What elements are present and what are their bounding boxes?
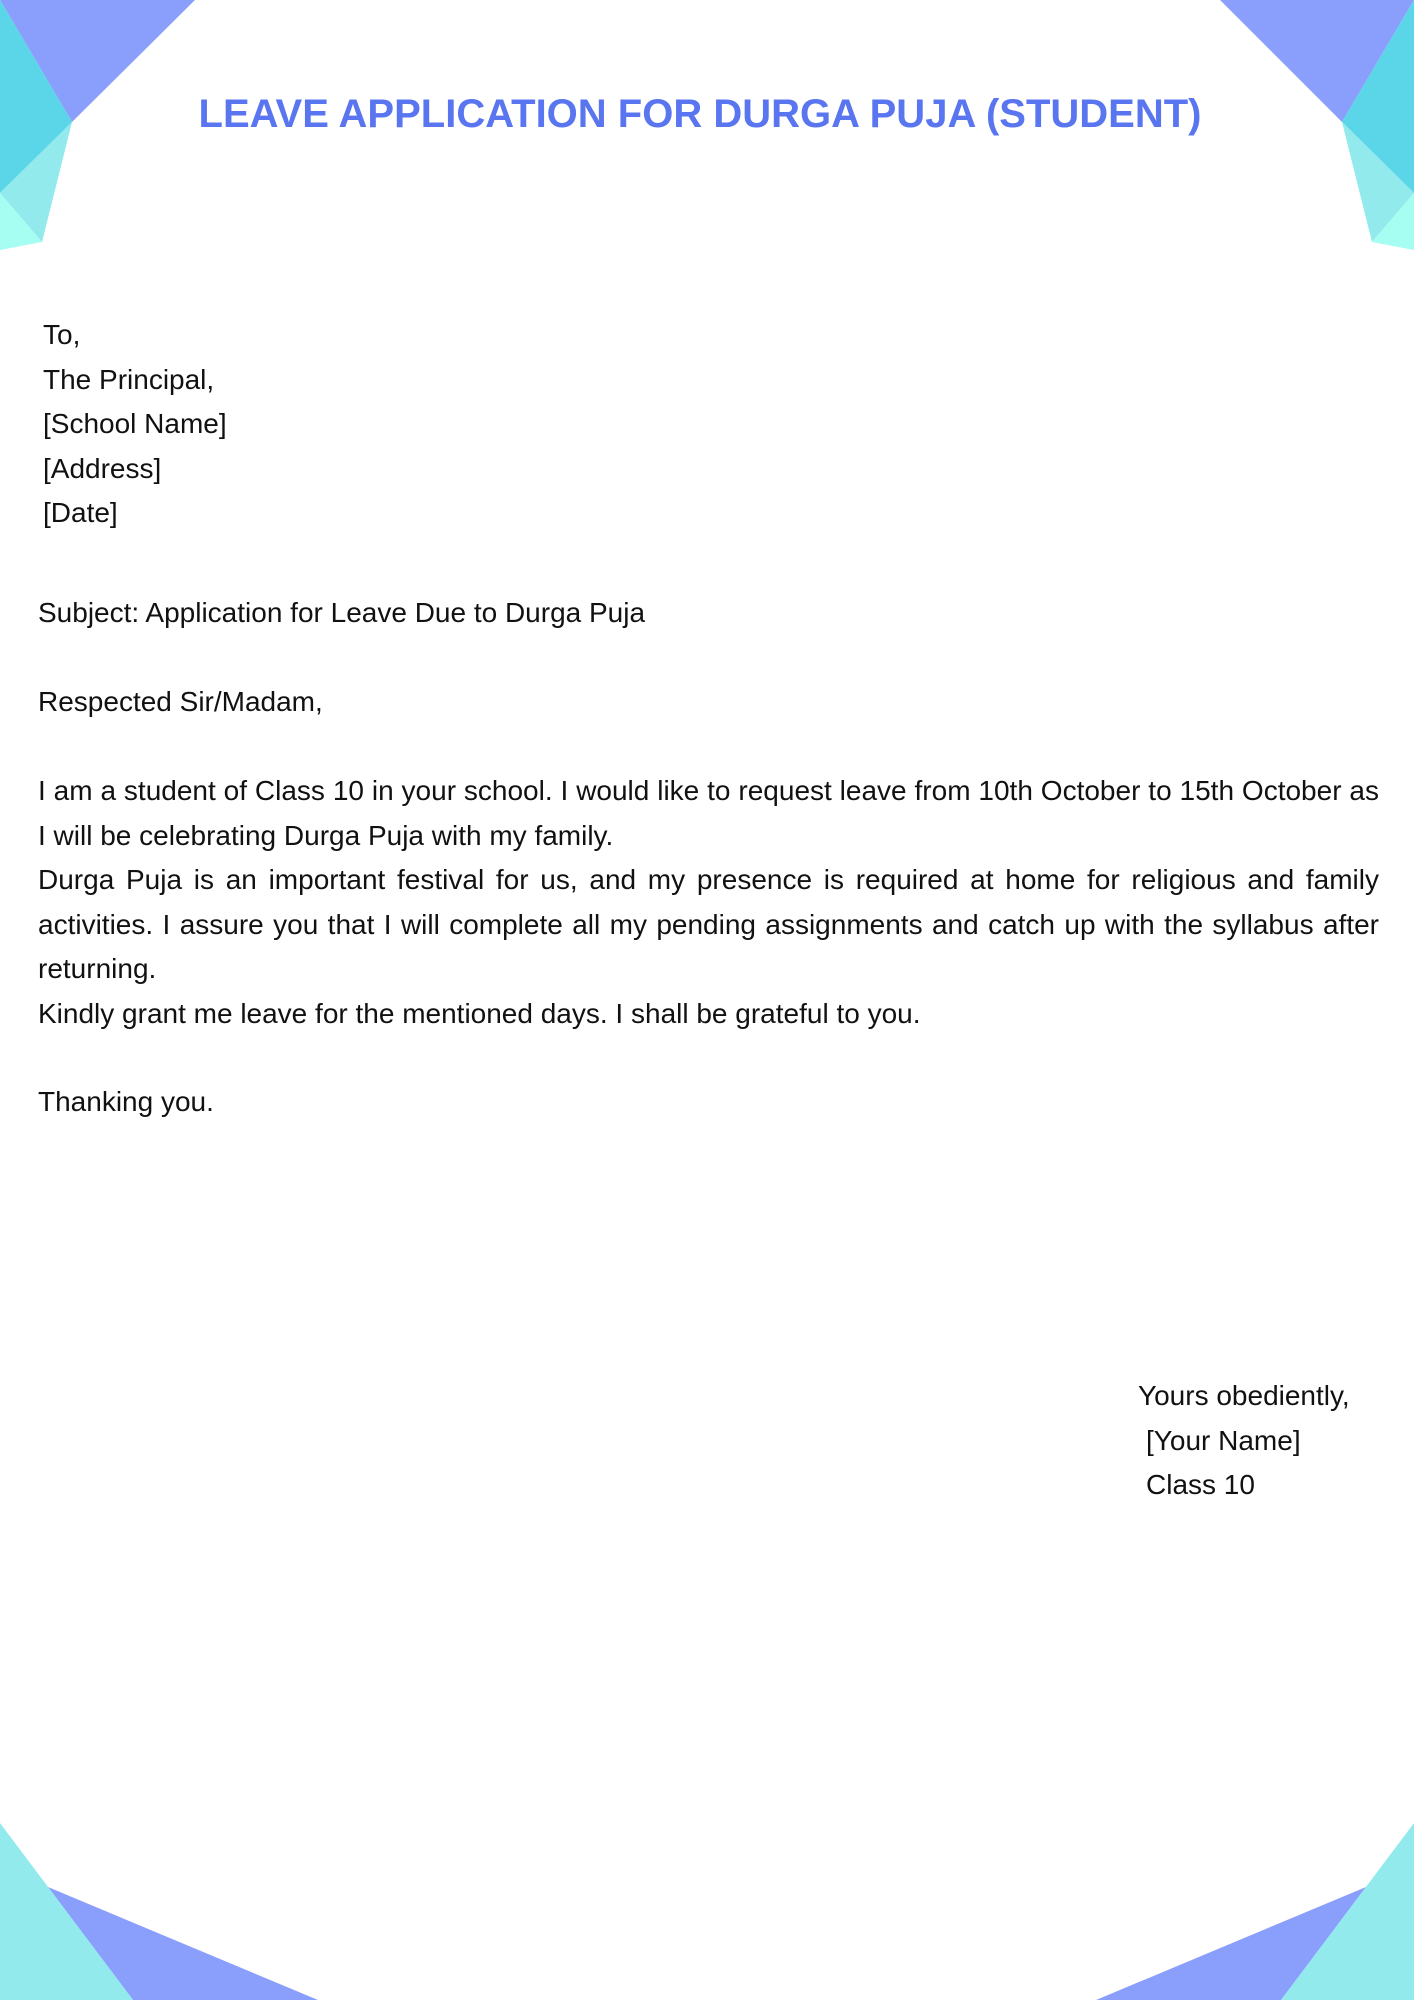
valediction: Yours obediently, (1138, 1380, 1350, 1411)
closing-line: Thanking you. (38, 1086, 214, 1117)
document-title: LEAVE APPLICATION FOR DURGA PUJA (STUDENT) (198, 92, 1202, 136)
sender-class: Class 10 (1146, 1469, 1255, 1500)
body-paragraph: I am a student of Class 10 in your school. I would like to request leave from 10th October to 15th October as I will be celebrating Durga Puja with my family. (38, 775, 1379, 851)
salutation: Respected Sir/Madam, (38, 686, 323, 717)
body-paragraph: Durga Puja is an important festival for us, and my presence is required at home for religious and family activities. I assure you that I will complete all my pending assignments and catch up with the syllabus after returning. (38, 864, 1379, 984)
sender-name: [Your Name] (1146, 1424, 1301, 1456)
recipient-line: To, (43, 319, 81, 350)
recipient-line: [School Name] (43, 408, 227, 439)
letter-body (38, 769, 1379, 1036)
recipient-line: The Principal, (43, 363, 215, 395)
recipient-line: [Date] (43, 497, 118, 528)
signature-block (1138, 1374, 1350, 1508)
recipient-line: [Address] (43, 452, 162, 484)
recipient-address (43, 313, 227, 536)
bottom-right-corner-decoration-icon (1096, 1823, 1414, 2000)
subject-line: Subject: Application for Leave Due to Durga Puja (38, 597, 646, 628)
bottom-left-corner-decoration-icon (0, 1823, 318, 2000)
body-paragraph: Kindly grant me leave for the mentioned days. I shall be grateful to you. (38, 997, 921, 1029)
